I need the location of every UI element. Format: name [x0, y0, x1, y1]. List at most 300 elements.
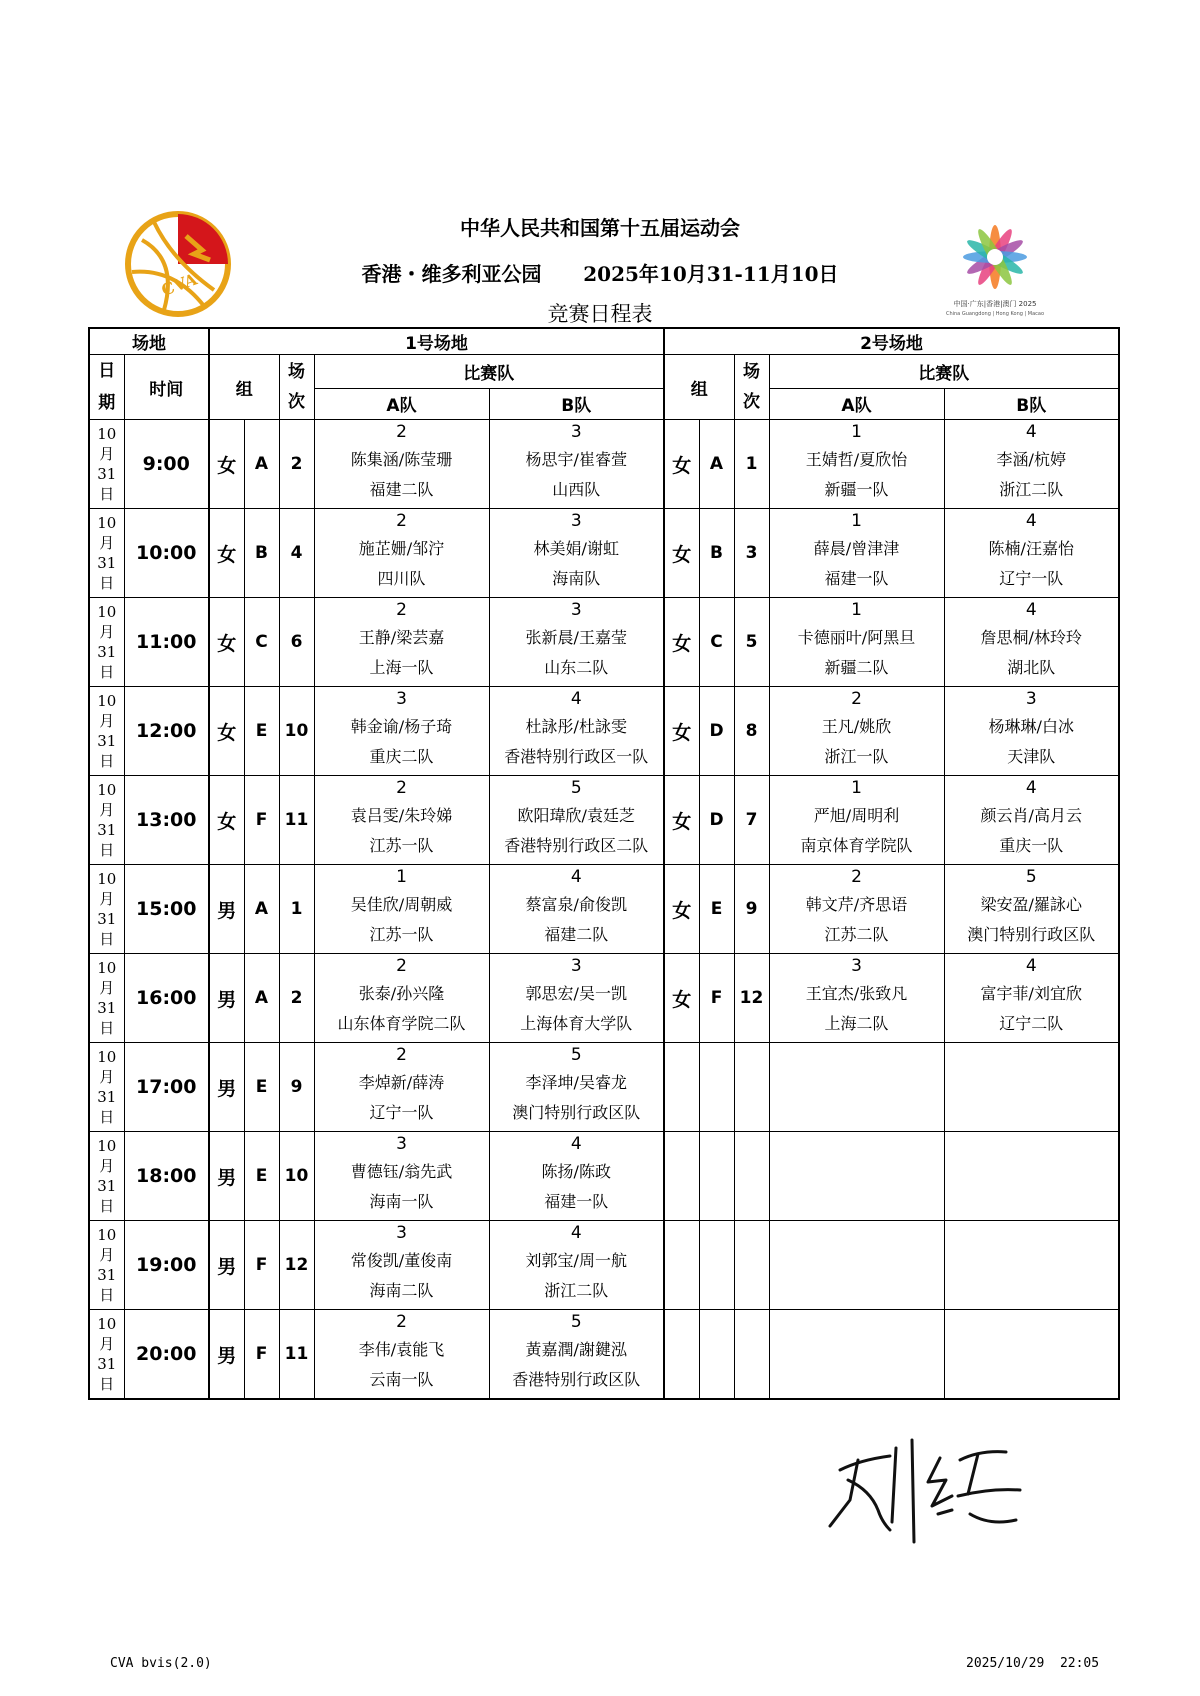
c1-team-b	[489, 1132, 664, 1221]
team-players: 蔡富泉/俞俊凯	[525, 895, 627, 914]
team-seed: 3	[570, 422, 582, 442]
date-header-text: 日期	[98, 361, 116, 413]
match-time: 20:00	[124, 1310, 209, 1400]
team-club	[770, 1188, 944, 1220]
c2-gender: 女	[664, 598, 699, 687]
team-players: 杜詠彤/杜詠雯	[525, 717, 627, 736]
team-club: 云南一队	[369, 1370, 434, 1389]
c2-match-no: 1	[734, 420, 769, 509]
team-club: 澳门特别行政区队	[967, 925, 1096, 944]
c1-group: B	[244, 509, 279, 598]
match-date-part: 月	[99, 712, 115, 730]
team-seed: 1	[851, 778, 862, 798]
team-seed: 4	[570, 1223, 582, 1243]
venue-name: 香港・维多利亚公园	[361, 262, 542, 286]
team-players	[770, 1334, 944, 1366]
team-players	[770, 1067, 944, 1099]
team-players: 詹思桐/林玲玲	[980, 628, 1082, 647]
team-players	[945, 1334, 1119, 1366]
c1-team-b	[489, 687, 664, 776]
match-date-part: 月	[99, 534, 115, 552]
match-date-part: 31	[97, 1088, 117, 1106]
match-date-part: 31	[97, 1355, 117, 1373]
c2-gender: 女	[664, 509, 699, 598]
match-date-part: 10	[97, 1226, 117, 1244]
c1-gender: 男	[209, 954, 244, 1043]
c1-group: F	[244, 776, 279, 865]
teams-header-c1: 比赛队	[314, 355, 664, 389]
footer-timestamp	[966, 1656, 1099, 1671]
schedule-table	[88, 327, 1120, 1400]
team-club: 浙江一队	[824, 747, 889, 766]
team-players: 李泽坤/吴睿龙	[525, 1073, 627, 1092]
team-players: 林美娟/谢虹	[533, 539, 619, 558]
team-club	[770, 1366, 944, 1398]
team-club: 福建二队	[544, 925, 609, 944]
team-seed: 4	[1025, 956, 1037, 976]
c1-team-a	[314, 687, 489, 776]
teams-header-c2: 比赛队	[769, 355, 1119, 389]
schedule-subtitle: 竞赛日程表	[547, 302, 653, 326]
team-seed: 2	[851, 689, 862, 709]
c1-match-no: 4	[279, 509, 314, 598]
team-players: 张泰/孙兴隆	[358, 984, 445, 1003]
c2-team-b	[944, 865, 1119, 954]
match-no-header-c1	[279, 355, 314, 420]
team-b-header-c1: B队	[489, 388, 664, 419]
match-date-part: 31	[97, 1177, 117, 1195]
c1-match-no: 2	[279, 954, 314, 1043]
team-club: 海南二队	[369, 1281, 434, 1300]
match-date-part: 10	[97, 781, 117, 799]
team-players: 吴佳欣/周朝威	[350, 895, 453, 914]
match-date-part: 31	[97, 910, 117, 928]
team-club: 山东二队	[544, 658, 609, 677]
team-a-header-c2: A队	[769, 388, 944, 419]
c2-group: C	[699, 598, 734, 687]
match-date	[89, 687, 124, 776]
c1-team-a	[314, 1310, 489, 1400]
c1-team-a	[314, 776, 489, 865]
c1-group: A	[244, 420, 279, 509]
team-club: 海南队	[552, 569, 601, 588]
team-seed: 5	[1025, 867, 1037, 887]
team-players: 王凡/姚欣	[821, 717, 892, 736]
team-seed: 2	[396, 956, 407, 976]
c1-group: A	[244, 865, 279, 954]
c2-gender	[664, 1310, 699, 1400]
team-seed: 3	[1025, 689, 1037, 709]
match-time: 12:00	[124, 687, 209, 776]
team-players: 曹德钰/翁先武	[350, 1162, 453, 1181]
c1-team-b	[489, 1310, 664, 1400]
match-date-part: 日	[99, 574, 115, 592]
c2-team-a	[769, 954, 944, 1043]
team-club: 湖北队	[1007, 658, 1056, 677]
team-players: 郭思宏/吴一凯	[525, 984, 627, 1003]
c2-group	[699, 1310, 734, 1400]
cva-logo-text: CVA	[158, 269, 200, 300]
team-club: 天津队	[1007, 747, 1056, 766]
match-row	[89, 1310, 1119, 1400]
c1-match-no: 6	[279, 598, 314, 687]
team-club: 香港特别行政区队	[512, 1370, 641, 1389]
team-players: 王宜杰/张致凡	[805, 984, 908, 1003]
venue-header: 场地	[89, 328, 209, 355]
team-club: 山东体育学院二队	[337, 1014, 466, 1033]
team-club: 江苏一队	[369, 836, 434, 855]
match-row	[89, 420, 1119, 509]
team-players: 张新晨/王嘉莹	[525, 628, 627, 647]
c2-group: A	[699, 420, 734, 509]
c2-match-no: 3	[734, 509, 769, 598]
team-seed: 4	[570, 1134, 582, 1154]
team-club: 辽宁一队	[999, 569, 1064, 588]
team-seed: 1	[396, 867, 407, 887]
match-date-part: 31	[97, 732, 117, 750]
date-header	[89, 355, 124, 420]
team-players	[770, 1245, 944, 1277]
match-date	[89, 1221, 124, 1310]
match-time: 17:00	[124, 1043, 209, 1132]
c1-gender: 男	[209, 1221, 244, 1310]
team-players: 王静/梁芸嘉	[358, 628, 445, 647]
c2-group: B	[699, 509, 734, 598]
team-players: 王婧哲/夏欣怡	[805, 450, 908, 469]
team-seed	[945, 1132, 1119, 1156]
c1-gender: 女	[209, 420, 244, 509]
c1-match-no: 10	[279, 1132, 314, 1221]
group-header-c2: 组	[664, 355, 734, 420]
match-date-part: 日	[99, 841, 115, 859]
team-seed	[770, 1132, 944, 1156]
c2-group: E	[699, 865, 734, 954]
team-players: 陈扬/陈政	[541, 1162, 611, 1181]
match-date-part: 月	[99, 1157, 115, 1175]
c2-match-no	[734, 1043, 769, 1132]
venue-dates	[300, 258, 900, 287]
time-header: 时间	[124, 355, 209, 420]
c2-team-a	[769, 1043, 944, 1132]
match-date-part: 月	[99, 801, 115, 819]
match-date	[89, 420, 124, 509]
match-row	[89, 1132, 1119, 1221]
c1-match-no: 11	[279, 1310, 314, 1400]
team-club: 辽宁二队	[999, 1014, 1064, 1033]
match-date-part: 月	[99, 1068, 115, 1086]
match-time: 16:00	[124, 954, 209, 1043]
event-title: 中华人民共和国第十五届运动会	[460, 216, 740, 240]
c2-gender	[664, 1221, 699, 1310]
team-club: 江苏二队	[824, 925, 889, 944]
c1-gender: 女	[209, 598, 244, 687]
team-seed: 3	[396, 1134, 407, 1154]
c2-team-b	[944, 1132, 1119, 1221]
c2-team-b	[944, 776, 1119, 865]
team-seed: 2	[396, 511, 407, 531]
c1-team-a	[314, 1221, 489, 1310]
team-seed	[770, 1043, 944, 1067]
c2-gender	[664, 1043, 699, 1132]
c1-match-no: 11	[279, 776, 314, 865]
team-seed: 4	[1025, 600, 1037, 620]
c2-match-no: 7	[734, 776, 769, 865]
c1-team-a	[314, 509, 489, 598]
c2-gender: 女	[664, 420, 699, 509]
c1-gender: 男	[209, 1132, 244, 1221]
match-date-part: 10	[97, 959, 117, 977]
team-club: 浙江二队	[544, 1281, 609, 1300]
match-date-part: 10	[97, 1048, 117, 1066]
c1-team-b	[489, 509, 664, 598]
match-date	[89, 509, 124, 598]
team-players: 施芷姗/邹泞	[358, 539, 445, 558]
c1-match-no: 10	[279, 687, 314, 776]
team-club: 澳门特别行政区队	[512, 1103, 641, 1122]
c1-team-b	[489, 954, 664, 1043]
c1-team-a	[314, 1132, 489, 1221]
c2-match-no	[734, 1221, 769, 1310]
c1-team-b	[489, 776, 664, 865]
match-row	[89, 865, 1119, 954]
team-seed: 4	[570, 689, 582, 709]
c2-gender	[664, 1132, 699, 1221]
c2-gender: 女	[664, 776, 699, 865]
team-club: 上海一队	[369, 658, 434, 677]
match-date	[89, 598, 124, 687]
footer-version: CVA bvis(2.0)	[110, 1656, 212, 1671]
match-no-text-c1: 场次	[288, 362, 305, 412]
match-date-part: 月	[99, 1246, 115, 1264]
c2-team-a	[769, 1310, 944, 1400]
c2-group	[699, 1132, 734, 1221]
team-club: 上海二队	[824, 1014, 889, 1033]
match-date	[89, 1043, 124, 1132]
team-players	[945, 1067, 1119, 1099]
c1-gender: 女	[209, 509, 244, 598]
c1-team-a	[314, 954, 489, 1043]
team-club: 香港特别行政区一队	[504, 747, 649, 766]
team-players: 韩金谕/杨子琦	[350, 717, 453, 736]
team-seed: 5	[570, 1312, 582, 1332]
team-club: 浙江二队	[999, 480, 1064, 499]
match-date-part: 月	[99, 445, 115, 463]
c2-team-b	[944, 954, 1119, 1043]
team-seed: 3	[570, 956, 582, 976]
team-seed: 3	[396, 1223, 407, 1243]
team-players	[945, 1156, 1119, 1188]
team-players: 富宇菲/刘宜欣	[980, 984, 1082, 1003]
c2-team-b	[944, 598, 1119, 687]
team-club	[945, 1188, 1119, 1220]
match-date-part: 10	[97, 603, 117, 621]
team-seed	[770, 1221, 944, 1245]
c1-team-b	[489, 420, 664, 509]
team-players: 李伟/袁能飞	[358, 1340, 445, 1359]
match-time: 15:00	[124, 865, 209, 954]
match-date-part: 日	[99, 930, 115, 948]
team-club: 福建一队	[544, 1192, 609, 1211]
c1-gender: 男	[209, 1310, 244, 1400]
match-row	[89, 1043, 1119, 1132]
c1-team-a	[314, 865, 489, 954]
team-club	[945, 1366, 1119, 1398]
c1-team-a	[314, 420, 489, 509]
c2-team-b	[944, 420, 1119, 509]
c2-team-a	[769, 1132, 944, 1221]
c1-match-no: 2	[279, 420, 314, 509]
team-players: 严旭/周明利	[813, 806, 900, 825]
c1-team-a	[314, 1043, 489, 1132]
c1-gender: 男	[209, 865, 244, 954]
team-seed: 1	[851, 511, 862, 531]
match-time: 18:00	[124, 1132, 209, 1221]
match-date-part: 31	[97, 1266, 117, 1284]
team-seed: 2	[851, 867, 862, 887]
match-date-part: 10	[97, 870, 117, 888]
match-date-part: 日	[99, 1375, 115, 1393]
team-club: 江苏一队	[369, 925, 434, 944]
c2-match-no	[734, 1132, 769, 1221]
match-time: 13:00	[124, 776, 209, 865]
match-time: 9:00	[124, 420, 209, 509]
match-date	[89, 1132, 124, 1221]
c2-group	[699, 1043, 734, 1132]
match-date-part: 31	[97, 465, 117, 483]
match-date-part: 31	[97, 999, 117, 1017]
team-seed: 4	[570, 867, 582, 887]
c2-team-b	[944, 687, 1119, 776]
c2-gender: 女	[664, 687, 699, 776]
c1-match-no: 9	[279, 1043, 314, 1132]
c2-team-a	[769, 687, 944, 776]
match-date-part: 10	[97, 425, 117, 443]
match-date-part: 日	[99, 1286, 115, 1304]
team-seed: 2	[396, 778, 407, 798]
c2-team-a	[769, 865, 944, 954]
team-seed: 3	[851, 956, 862, 976]
team-seed	[945, 1221, 1119, 1245]
c2-team-b	[944, 1310, 1119, 1400]
match-date-part: 月	[99, 890, 115, 908]
team-club	[770, 1277, 944, 1309]
team-players: 刘郭宝/周一航	[525, 1251, 627, 1270]
match-row	[89, 509, 1119, 598]
team-club	[945, 1099, 1119, 1131]
team-players	[770, 1156, 944, 1188]
c2-match-no: 5	[734, 598, 769, 687]
match-date-part: 月	[99, 979, 115, 997]
group-header-c1: 组	[209, 355, 279, 420]
c1-match-no: 1	[279, 865, 314, 954]
team-players: 袁吕雯/朱玲娣	[350, 806, 453, 825]
games-logo-subtext: China Guangdong | Hong Kong | Macao	[945, 311, 1045, 317]
match-row	[89, 776, 1119, 865]
match-date-part: 31	[97, 554, 117, 572]
c2-match-no: 8	[734, 687, 769, 776]
team-club: 福建一队	[824, 569, 889, 588]
team-club: 辽宁一队	[369, 1103, 434, 1122]
c1-group: E	[244, 1132, 279, 1221]
c2-team-a	[769, 509, 944, 598]
team-seed: 4	[1025, 511, 1037, 531]
c2-team-a	[769, 420, 944, 509]
signature	[820, 1430, 1030, 1550]
event-dates: 2025年10月31-11月10日	[583, 262, 839, 286]
match-date	[89, 954, 124, 1043]
team-players: 常俊凯/董俊南	[350, 1251, 453, 1270]
c2-gender: 女	[664, 954, 699, 1043]
c2-team-b	[944, 1221, 1119, 1310]
c2-gender: 女	[664, 865, 699, 954]
team-seed: 5	[570, 1045, 582, 1065]
team-club: 重庆一队	[999, 836, 1064, 855]
team-club: 新疆一队	[824, 480, 889, 499]
team-players: 杨思宇/崔睿萱	[525, 450, 627, 469]
match-date-part: 日	[99, 752, 115, 770]
c1-team-b	[489, 1221, 664, 1310]
team-club: 重庆二队	[369, 747, 434, 766]
c2-group	[699, 1221, 734, 1310]
c1-match-no: 12	[279, 1221, 314, 1310]
c1-team-b	[489, 598, 664, 687]
c1-group: F	[244, 1221, 279, 1310]
match-date	[89, 865, 124, 954]
c1-group: A	[244, 954, 279, 1043]
match-time: 11:00	[124, 598, 209, 687]
team-players: 薛晨/曾津津	[813, 539, 900, 558]
match-row	[89, 1221, 1119, 1310]
match-date-part: 日	[99, 1108, 115, 1126]
team-seed: 2	[396, 422, 407, 442]
team-club: 南京体育学院队	[800, 836, 913, 855]
match-date-part: 日	[99, 663, 115, 681]
match-date-part: 10	[97, 692, 117, 710]
team-seed: 4	[1025, 422, 1037, 442]
match-date-part: 日	[99, 1197, 115, 1215]
team-club: 山西队	[552, 480, 601, 499]
match-date-part: 10	[97, 514, 117, 532]
c2-match-no	[734, 1310, 769, 1400]
team-players: 颜云肖/高月云	[980, 806, 1082, 825]
c1-group: E	[244, 687, 279, 776]
match-date-part: 月	[99, 623, 115, 641]
court2-header: 2号场地	[664, 328, 1119, 355]
c1-team-b	[489, 865, 664, 954]
team-club: 香港特别行政区二队	[504, 836, 649, 855]
team-club	[945, 1277, 1119, 1309]
match-date-part: 日	[99, 1019, 115, 1037]
match-date-part: 31	[97, 643, 117, 661]
team-seed: 3	[396, 689, 407, 709]
team-club: 新疆二队	[824, 658, 889, 677]
c2-group: F	[699, 954, 734, 1043]
team-players: 陈楠/汪嘉怡	[988, 539, 1074, 558]
team-seed	[945, 1043, 1119, 1067]
c2-group: D	[699, 776, 734, 865]
team-club: 海南一队	[369, 1192, 434, 1211]
team-players: 黃嘉潤/謝鍵泓	[525, 1340, 627, 1359]
team-seed	[770, 1310, 944, 1334]
match-date-part: 日	[99, 485, 115, 503]
team-players: 李焯新/薛涛	[358, 1073, 445, 1092]
c1-team-a	[314, 598, 489, 687]
c2-match-no: 9	[734, 865, 769, 954]
team-players: 陈集涵/陈莹珊	[350, 450, 453, 469]
team-seed: 1	[851, 422, 862, 442]
team-club: 四川队	[377, 569, 426, 588]
c1-gender: 男	[209, 1043, 244, 1132]
